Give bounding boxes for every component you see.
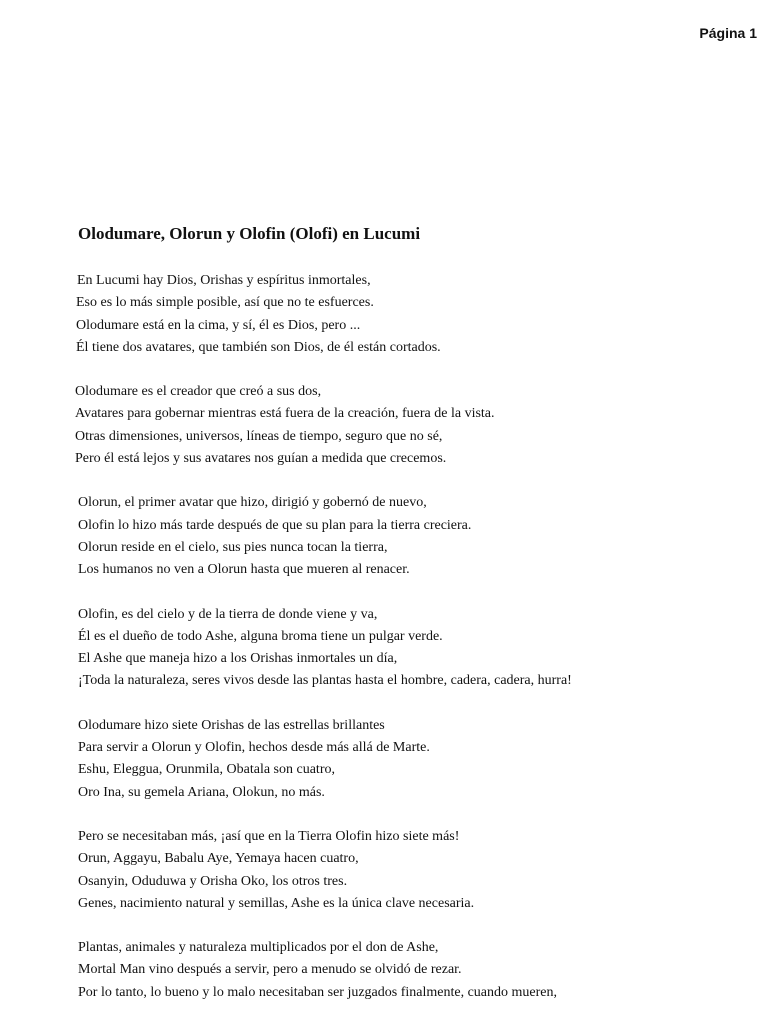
poem-line: Eshu, Eleggua, Orunmila, Obatala son cuatro, [78,762,335,778]
stanza-7 [0,937,768,1004]
poem-line: Él tiene dos avatares, que también son Dios, de él están cortados. [76,339,441,355]
poem-line: Para servir a Olorun y Olofin, hechos desde más allá de Marte. [78,740,430,756]
poem-body [0,270,768,1024]
poem-line: Olodumare está en la cima, y sí, él es Dios, pero ... [76,317,361,333]
poem-line: Orun, Aggayu, Babalu Aye, Yemaya hacen cuatro, [78,851,359,867]
poem-line: Olodumare es el creador que creó a sus dos, [75,384,322,400]
page-number: Página 1 [699,25,757,41]
poem-line: Olorun reside en el cielo, sus pies nunca tocan la tierra, [78,539,388,555]
stanza-1 [0,270,768,359]
poem-line: Por lo tanto, lo bueno y lo malo necesitaban ser juzgados finalmente, cuando mueren, [78,984,557,1000]
stanza-5 [0,715,768,804]
poem-line: ¡Toda la naturaleza, seres vivos desde las plantas hasta el hombre, cadera, cadera, hurra! [78,673,572,689]
stanza-4 [0,604,768,693]
poem-line: Eso es lo más simple posible, así que no te esfuerces. [76,295,374,311]
stanza-2 [0,381,768,470]
poem-line: Pero él está lejos y sus avatares nos guían a medida que crecemos. [75,451,447,467]
poem-line: Genes, nacimiento natural y semillas, Ashe es la única clave necesaria. [78,895,475,911]
poem-line: Avatares para gobernar mientras está fuera de la creación, fuera de la vista. [75,406,495,422]
poem-line: Otras dimensiones, universos, líneas de tiempo, seguro que no sé, [75,428,443,444]
poem-line: Oro Ina, su gemela Ariana, Olokun, no más. [78,784,325,800]
stanza-3 [0,492,768,581]
poem-line: Olodumare hizo siete Orishas de las estrellas brillantes [78,717,385,733]
poem-line: Pero se necesitaban más, ¡así que en la Tierra Olofin hizo siete más! [78,828,460,844]
stanza-6 [0,826,768,915]
poem-line: Él es el dueño de todo Ashe, alguna broma tiene un pulgar verde. [78,628,443,644]
document-title: Olodumare, Olorun y Olofin (Olofi) en Lucumi [78,224,421,243]
poem-line: Mortal Man vino después a servir, pero a menudo se olvidó de rezar. [78,962,462,978]
poem-line: Olofin lo hizo más tarde después de que su plan para la tierra creciera. [78,517,472,533]
poem-line: El Ashe que maneja hizo a los Orishas inmortales un día, [78,651,398,667]
poem-line: Olorun, el primer avatar que hizo, dirigió y gobernó de nuevo, [78,495,427,511]
poem-line: En Lucumi hay Dios, Orishas y espíritus inmortales, [77,273,371,288]
poem-line: Los humanos no ven a Olorun hasta que mueren al renacer. [78,562,410,578]
poem-line: Osanyin, Oduduwa y Orisha Oko, los otros tres. [78,873,348,889]
poem-line: Plantas, animales y naturaleza multiplicados por el don de Ashe, [78,940,439,956]
poem-line: Olofin, es del cielo y de la tierra de donde viene y va, [78,606,378,622]
